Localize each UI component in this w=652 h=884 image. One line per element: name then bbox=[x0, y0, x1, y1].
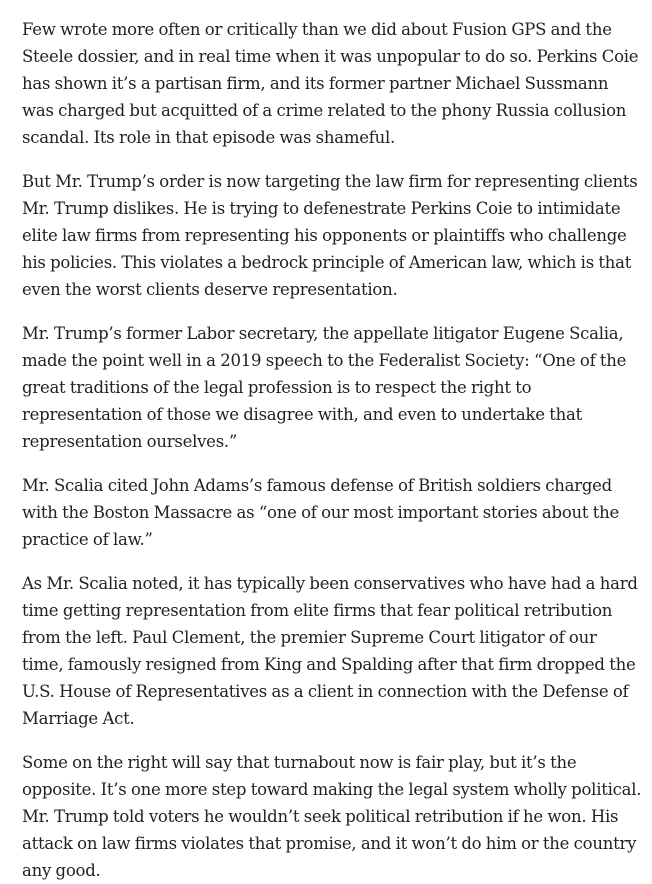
article-paragraph: Mr. Scalia cited John Adams’s famous defense of British soldiers charged with the Boston Massacre as “one of our most important stories about the practice of law.” bbox=[22, 476, 620, 549]
article-paragraph: Some on the right will say that turnabout now is fair play, but it’s the opposite. It’s one more step toward making the legal system wholly political. Mr. Trump told voters he wouldn’t seek political retribution if he won. His attack on law firms violates that promise, and it won’t do him or the country any good. bbox=[22, 753, 642, 880]
article-paragraph: But Mr. Trump’s order is now targeting the law firm for representing clients Mr. Trump dislikes. He is trying to defenestrate Perkins Coie to intimidate elite law firms from representing his opponents or plaintiffs who challenge his policies. This violates a bedrock principle of American law, which is that even the worst clients deserve representation. bbox=[22, 172, 638, 299]
article-paragraph: Few wrote more often or critically than we did about Fusion GPS and the Steele dossier, and in real time when it was unpopular to do so. Perkins Coie has shown it’s a partisan firm, and its former partner Michael Sussmann was charged but acquitted of a crime related to the phony Russia collusion scandal. Its role in that episode was shameful. bbox=[22, 20, 639, 147]
article-paragraph: As Mr. Scalia noted, it has typically been conservatives who have had a hard time getting representation from elite firms that fear political retribution from the left. Paul Clement, the premier Supreme Court litigator of our time, famously resigned from King and Spalding after that firm dropped the U.S. House of Representatives as a client in connection with the Defense of Marriage Act. bbox=[22, 574, 638, 728]
article-paragraph: Mr. Trump’s former Labor secretary, the appellate litigator Eugene Scalia, made the point well in a 2019 speech to the Federalist Society: “One of the great traditions of the legal profession is to respect the right to representation of those we disagree with, and even to undertake that representation ourselves.” bbox=[22, 324, 627, 451]
